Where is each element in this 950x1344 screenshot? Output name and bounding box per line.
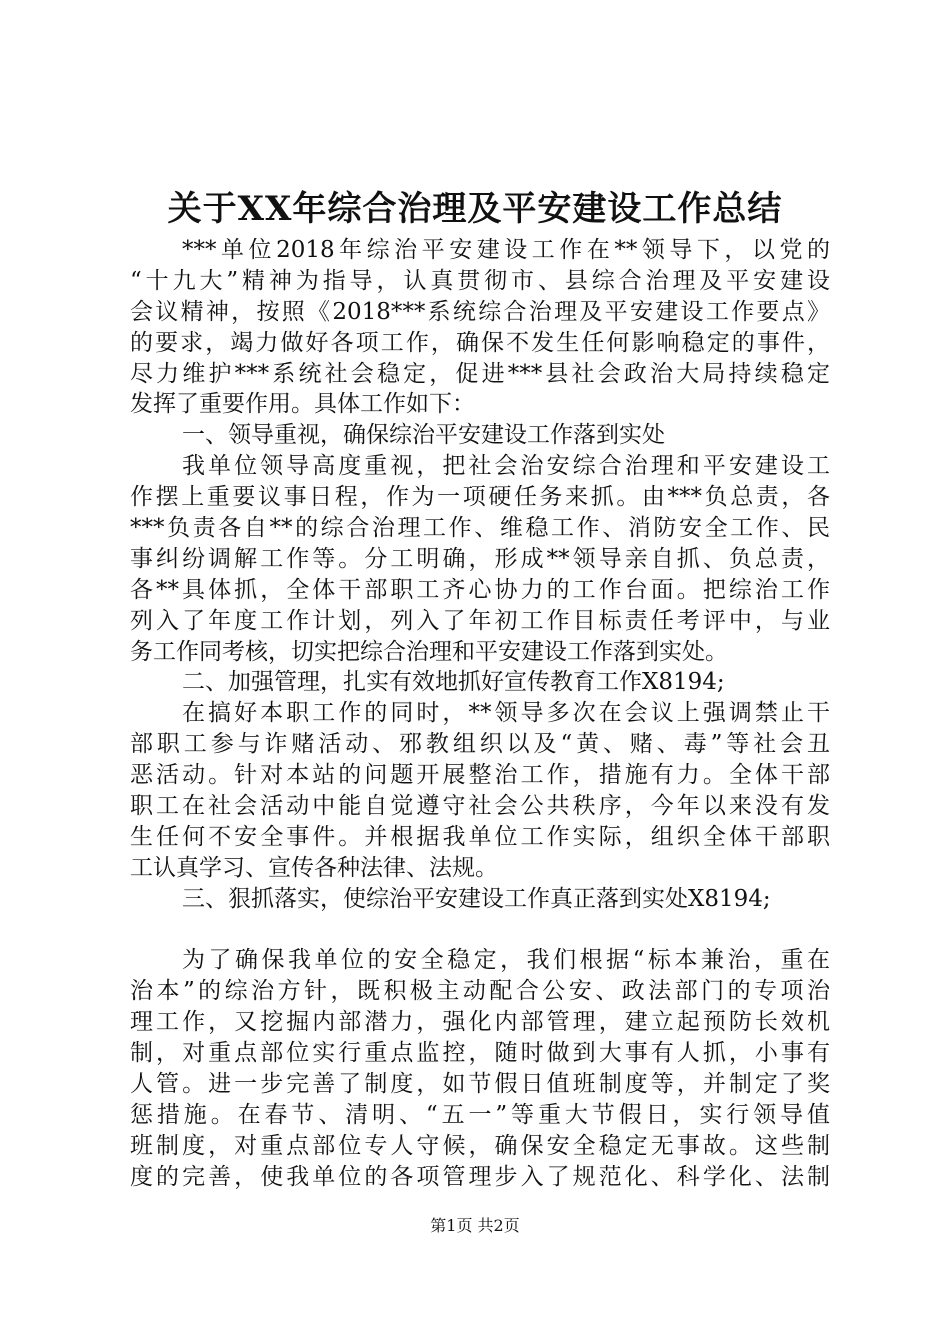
body-line: 事纠纷调解工作等。分工明确，形成**领导亲自抓、负总责，	[130, 545, 830, 572]
body-line: 为了确保我单位的安全稳定，我们根据“标本兼治，重在	[182, 947, 830, 974]
body-line: 会议精神，按照《2018***系统综合治理及平安建设工作要点》	[130, 298, 830, 325]
body-line: 三、狠抓落实，使综治平安建设工作真正落到实处X8194;	[182, 885, 771, 912]
body-line: 列入了年度工作计划，列入了年初工作目标责任考评中，与业	[130, 607, 830, 634]
document-body	[130, 235, 830, 1193]
body-line: 各**具体抓，全体干部职工齐心协力的工作台面。把综治工作	[130, 576, 830, 603]
body-line: 恶活动。针对本站的问题开展整治工作，措施有力。全体干部	[130, 762, 830, 789]
body-line: 治本”的综治方针，既积极主动配合公安、政法部门的专项治	[130, 978, 830, 1005]
body-line: 的要求，竭力做好各项工作，确保不发生任何影响稳定的事件，	[130, 329, 830, 356]
body-line: 人管。进一步完善了制度，如节假日值班制度等，并制定了奖	[130, 1071, 830, 1098]
blank-line	[130, 915, 830, 946]
body-line: 班制度，对重点部位专人守候，确保安全稳定无事故。这些制	[130, 1132, 830, 1159]
body-line: 工认真学习、宣传各种法律、法规。	[130, 854, 498, 881]
body-line: 度的完善，使我单位的各项管理步入了规范化、科学化、法制	[130, 1163, 830, 1190]
body-line: 发挥了重要作用。具体工作如下：	[130, 391, 475, 418]
document-title: 关于XX年综合治理及平安建设工作总结	[167, 189, 783, 229]
body-line: 我单位领导高度重视，把社会治安综合治理和平安建设工	[182, 453, 830, 480]
body-line: 二、加强管理，扎实有效地抓好宣传教育工作X8194;	[182, 669, 725, 696]
body-line: “十九大”精神为指导，认真贯彻市、县综合治理及平安建设	[130, 267, 830, 294]
body-line: 惩措施。在春节、清明、“五一”等重大节假日，实行领导值	[130, 1101, 830, 1128]
body-line: 职工在社会活动中能自觉遵守社会公共秩序，今年以来没有发	[130, 793, 830, 820]
body-line: 一、领导重视，确保综治平安建设工作落到实处	[182, 422, 665, 449]
body-line: 尽力维护***系统社会稳定，促进***县社会政治大局持续稳定	[130, 360, 830, 387]
body-line: 制，对重点部位实行重点监控，随时做到大事有人抓，小事有	[130, 1040, 830, 1067]
body-line: 务工作同考核，切实把综合治理和平安建设工作落到实处。	[130, 638, 728, 665]
body-line: 在搞好本职工作的同时，**领导多次在会议上强调禁止干	[182, 700, 830, 727]
body-line: 生任何不安全事件。并根据我单位工作实际，组织全体干部职	[130, 823, 830, 850]
body-line: 作摆上重要议事日程，作为一项硬任务来抓。由***负总责，各	[130, 484, 830, 511]
body-line: ***单位2018年综治平安建设工作在**领导下，以党的	[182, 237, 830, 263]
body-line: ***负责各自**的综合治理工作、维稳工作、消防安全工作、民	[130, 515, 830, 542]
body-line: 部职工参与诈赌活动、邪教组织以及“黄、赌、毒”等社会丑	[130, 731, 830, 758]
page-footer: 第1页 共2页	[430, 1216, 520, 1235]
body-line: 理工作，又挖掘内部潜力，强化内部管理，建立起预防长效机	[130, 1009, 830, 1036]
